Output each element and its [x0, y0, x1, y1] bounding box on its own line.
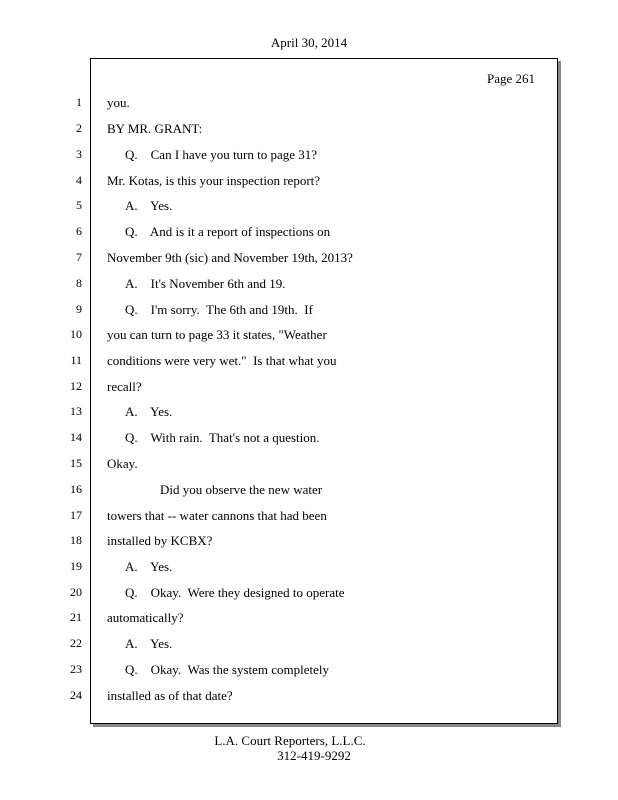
line-number: 11: [70, 353, 82, 367]
line-number: 7: [76, 250, 82, 264]
line-number: 14: [70, 430, 82, 444]
transcript-line: Q. Can I have you turn to page 31?: [125, 147, 318, 162]
transcript-line: you can turn to page 33 it states, "Weather: [107, 327, 327, 342]
transcript-line: Q. And is it a report of inspections on: [125, 224, 331, 239]
transcript-line: A. Yes.: [125, 636, 173, 651]
transcript-line: towers that -- water cannons that had been: [107, 508, 327, 523]
transcript-line: Q. With rain. That's not a question.: [125, 430, 320, 445]
transcript-line: November 9th (sic) and November 19th, 2013?: [107, 250, 353, 265]
line-number: 17: [70, 508, 82, 522]
line-number: 10: [70, 327, 82, 341]
line-number: 16: [70, 482, 82, 496]
transcript-line: Q. Okay. Were they designed to operate: [125, 585, 345, 600]
header-date: April 30, 2014: [270, 35, 348, 50]
line-number: 4: [76, 173, 82, 187]
line-number: 5: [76, 198, 82, 212]
transcript-line: A. Yes.: [125, 404, 173, 419]
transcript-line: Okay.: [107, 456, 138, 471]
transcript-line: Did you observe the new water: [160, 482, 323, 497]
transcript-line: installed by KCBX?: [107, 533, 213, 548]
footer-company: L.A. Court Reporters, L.L.C.: [214, 733, 366, 748]
transcript-line: Mr. Kotas, is this your inspection report?: [107, 173, 321, 188]
transcript-line: Q. Okay. Was the system completely: [125, 662, 330, 677]
transcript-line: A. Yes.: [125, 559, 173, 574]
transcript-line: Q. I'm sorry. The 6th and 19th. If: [125, 302, 313, 317]
line-number: 3: [76, 147, 82, 161]
transcript-line: you.: [107, 95, 130, 110]
line-number: 8: [76, 276, 82, 290]
transcript-line: A. It's November 6th and 19.: [125, 276, 286, 291]
line-number: 12: [70, 379, 82, 393]
line-number: 1: [76, 95, 82, 109]
line-number: 9: [76, 302, 82, 316]
transcript-line: recall?: [107, 379, 142, 394]
line-number: 2: [76, 121, 82, 135]
line-number: 23: [70, 662, 82, 676]
line-number: 13: [70, 404, 82, 418]
page-number: Page 261: [487, 71, 536, 86]
transcript-line: conditions were very wet." Is that what you: [107, 353, 337, 368]
line-number: 21: [70, 610, 82, 624]
transcript-line: A. Yes.: [125, 198, 173, 213]
transcript-line: BY MR. GRANT:: [107, 121, 203, 136]
line-number: 20: [70, 585, 82, 599]
line-number: 24: [70, 688, 82, 702]
transcript-line: installed as of that date?: [107, 688, 233, 703]
line-number: 18: [70, 533, 82, 547]
transcript-line: automatically?: [107, 610, 184, 625]
footer-phone: 312-419-9292: [277, 748, 351, 763]
line-number: 22: [70, 636, 82, 650]
line-number: 6: [76, 224, 82, 238]
line-number: 15: [70, 456, 82, 470]
line-number: 19: [70, 559, 82, 573]
